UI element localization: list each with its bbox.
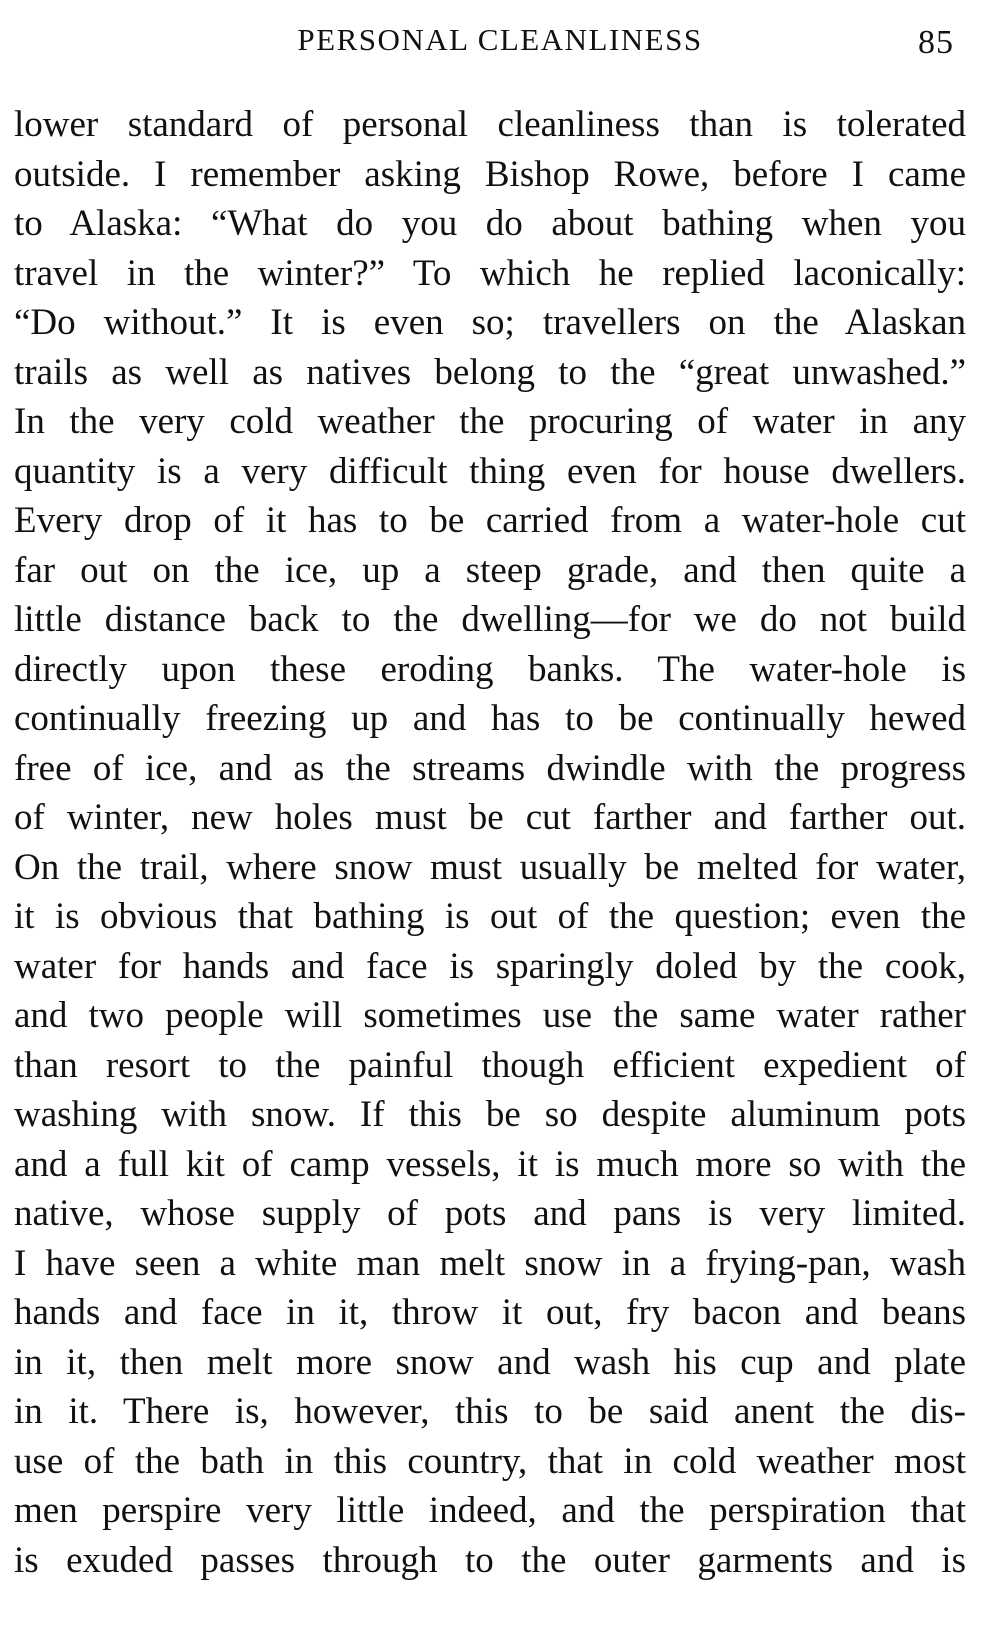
text-line: I have seen a white man melt snow in a frying-pan, wash (14, 1242, 966, 1284)
text-line: and a full kit of camp vessels, it is much more so with the (14, 1143, 966, 1185)
text-line: men perspire very little indeed, and the perspiration that (14, 1490, 966, 1531)
text-line: quantity is a very difficult thing even for house dwellers. (14, 450, 966, 492)
text-line: in it, then melt more snow and wash his cup and plate (14, 1341, 966, 1383)
chapter-title: PERSONAL CLEANLINESS (297, 22, 703, 57)
text-line: “Do without.” It is even so; travellers on the Alaskan (14, 302, 966, 343)
text-line: On the trail, where snow must usually be melted for water, (14, 846, 966, 888)
body-text (14, 100, 966, 1585)
text-line: it is obvious that bathing is out of the question; even the (14, 896, 966, 937)
text-line: lower standard of personal cleanliness than is tolerated (14, 104, 966, 145)
text-line: trails as well as natives belong to the “great unwashed.” (14, 351, 966, 393)
text-line: is exuded passes through to the outer garments and is (14, 1539, 966, 1581)
text-line: Every drop of it has to be carried from a water-hole cut (14, 500, 966, 541)
running-header (0, 22, 1000, 66)
text-line: in it. There is, however, this to be said anent the dis- (14, 1391, 966, 1432)
text-line: far out on the ice, up a steep grade, and then quite a (14, 549, 966, 591)
page-number: 85 (918, 24, 954, 61)
text-line: native, whose supply of pots and pans is very limited. (14, 1193, 966, 1234)
text-line: continually freezing up and has to be continually hewed (14, 698, 966, 739)
text-line: directly upon these eroding banks. The water-hole is (14, 648, 966, 690)
text-line: free of ice, and as the streams dwindle with the progress (14, 747, 966, 789)
text-line: little distance back to the dwelling—for we do not build (14, 599, 966, 640)
text-line: travel in the winter?” To which he replied laconically: (14, 252, 966, 294)
text-line: hands and face in it, throw it out, fry bacon and beans (14, 1292, 966, 1333)
text-line: In the very cold weather the procuring of water in any (14, 401, 966, 442)
text-line: water for hands and face is sparingly doled by the cook, (14, 945, 966, 987)
text-line: use of the bath in this country, that in cold weather most (14, 1440, 966, 1482)
text-line: to Alaska: “What do you do about bathing when you (14, 203, 966, 244)
text-line: outside. I remember asking Bishop Rowe, before I came (14, 153, 966, 195)
text-line: of winter, new holes must be cut farther and farther out. (14, 797, 966, 838)
text-line: washing with snow. If this be so despite aluminum pots (14, 1094, 966, 1135)
text-line: than resort to the painful though efficient expedient of (14, 1044, 966, 1086)
text-line: and two people will sometimes use the same water rather (14, 995, 966, 1036)
